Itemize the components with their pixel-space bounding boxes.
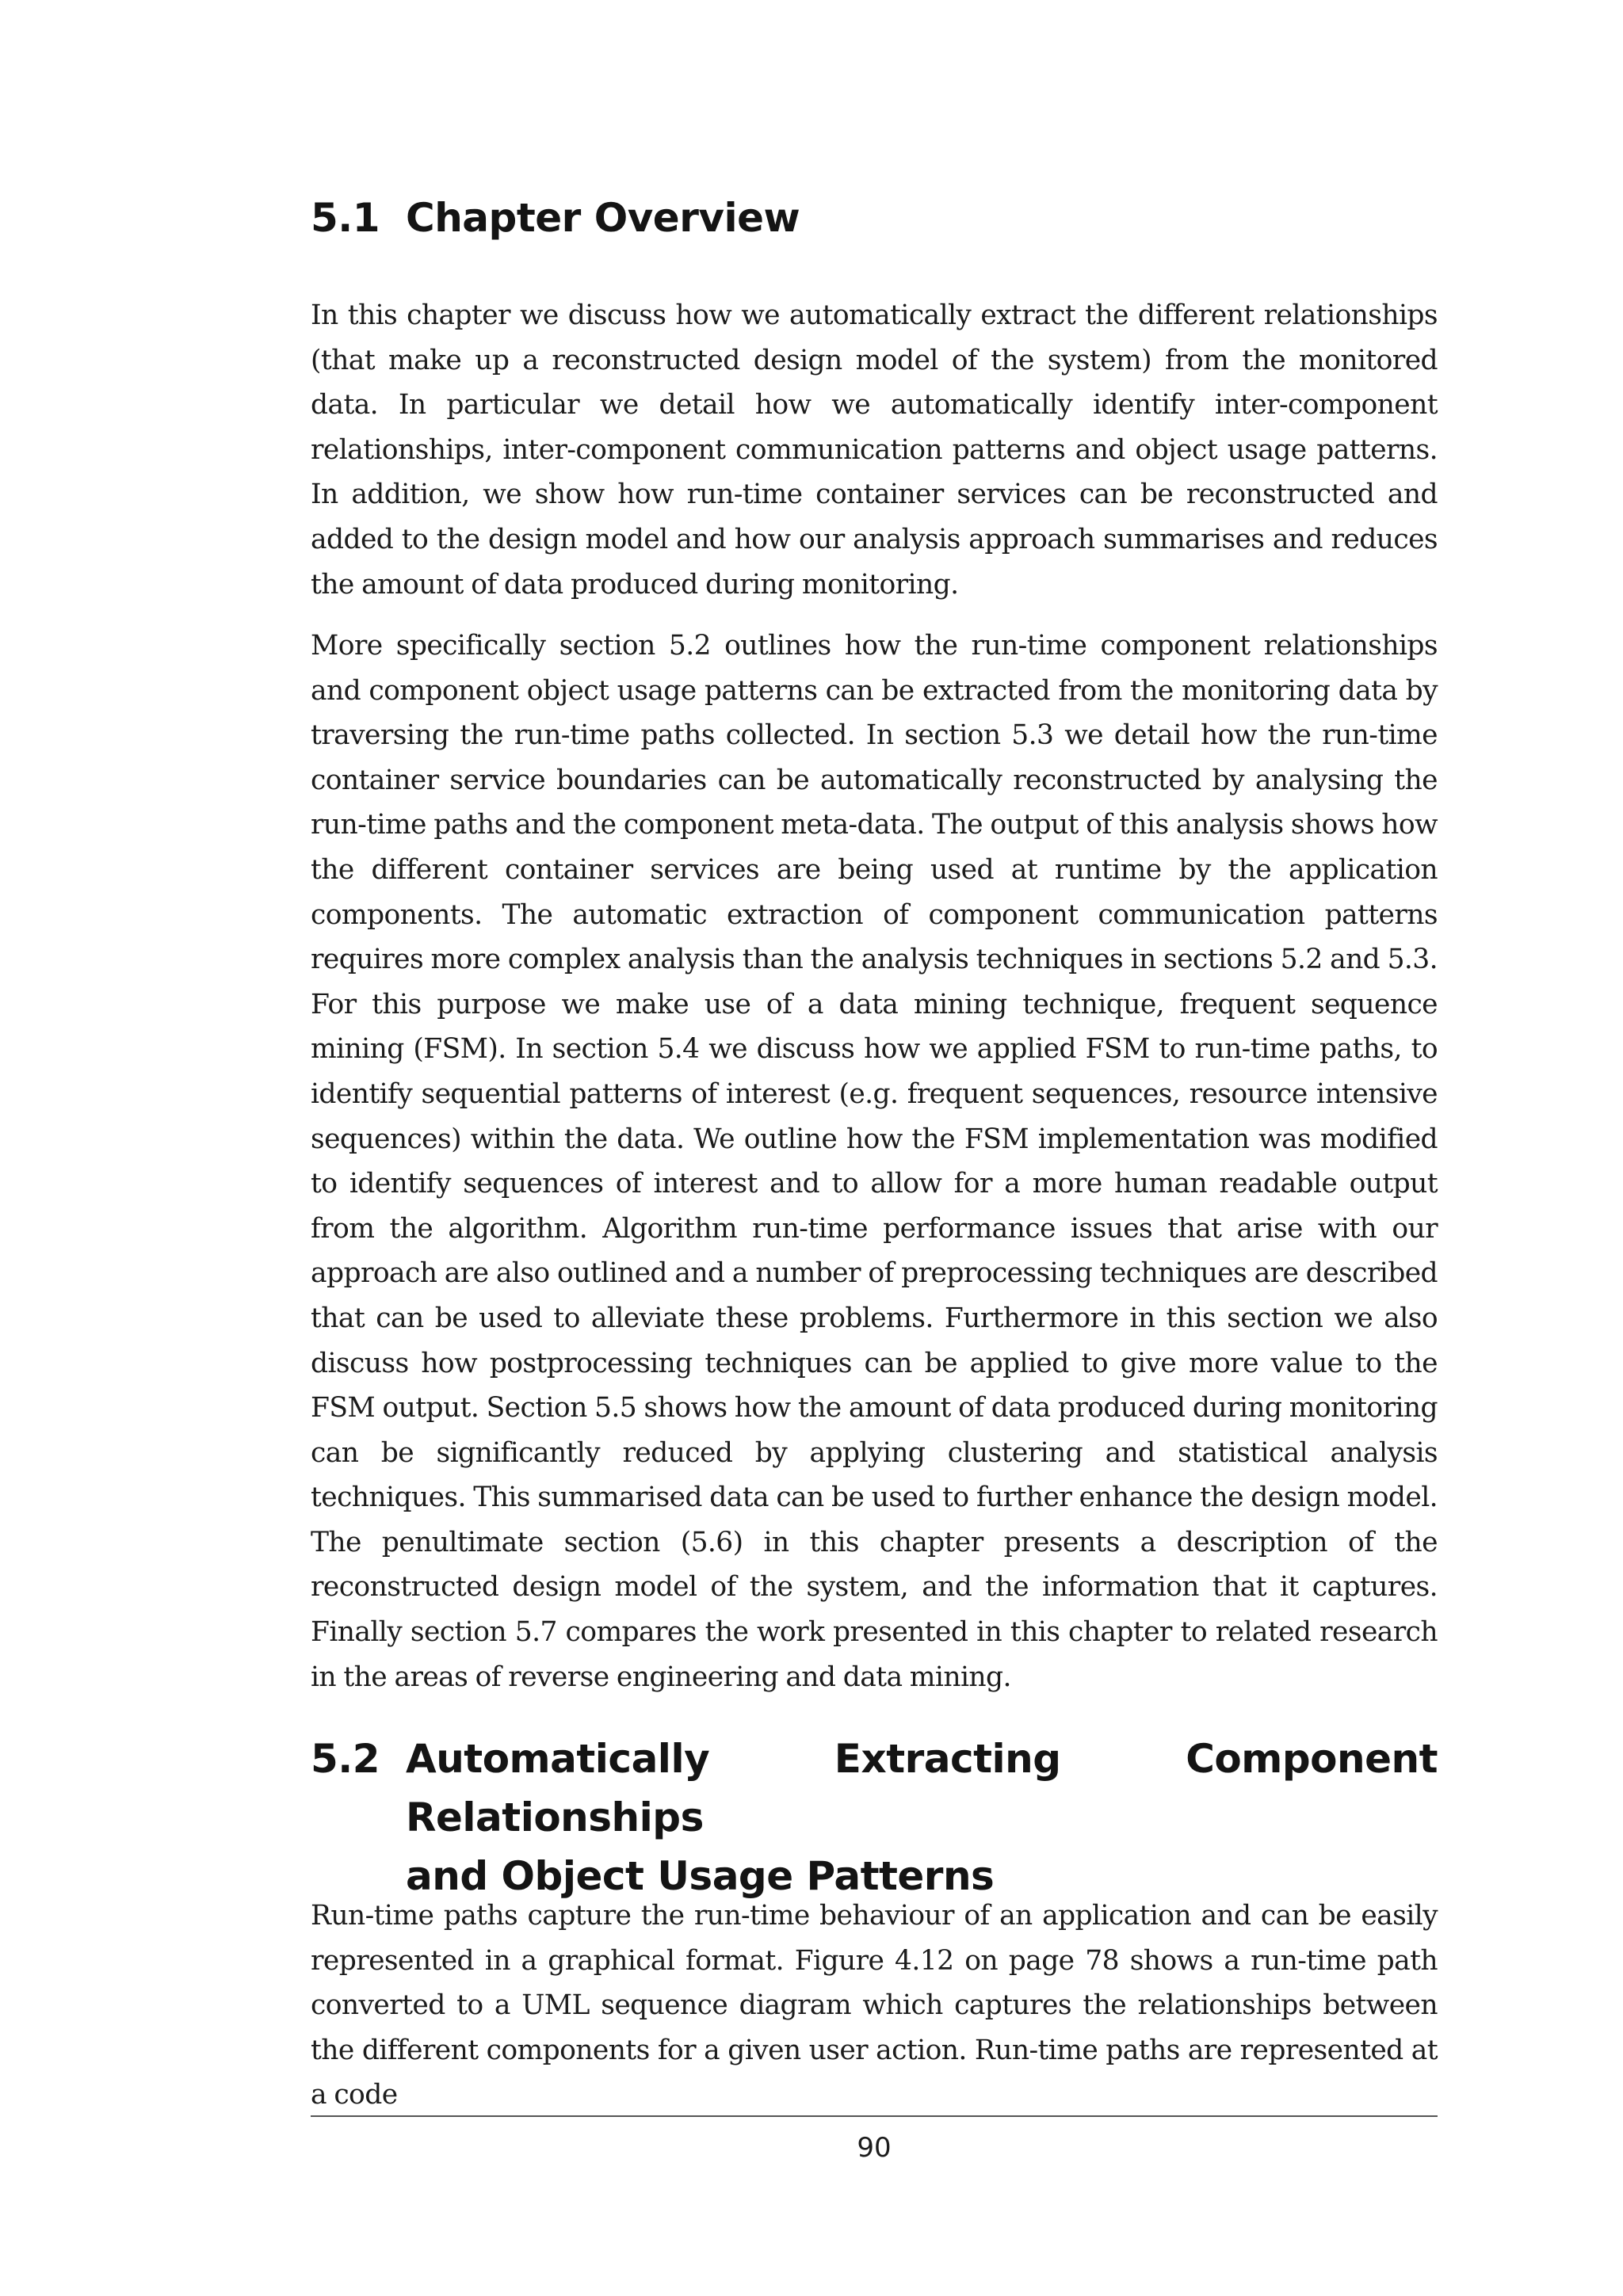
section-title-line-2: and Object Usage Patterns [406, 1853, 995, 1899]
paragraph-run-time-paths: Run-time paths capture the run-time behaviour of an application and can be easily represented in a graphical format. Figure 4.12 on page 78 shows a run-time path converted to a UML sequence diagram which captures the relationships between the different components for a given user action. Run-time paths are represented at a code [311, 1900, 1438, 2111]
section-number: 5.2 [311, 1736, 380, 1782]
page-number: 90 [857, 2132, 892, 2164]
section-heading-5-1 [311, 189, 1438, 247]
section-heading-5-2 [311, 1730, 1438, 1905]
section-number: 5.1 [311, 195, 380, 241]
document-page [311, 0, 1438, 2296]
footer-rule [311, 2115, 1438, 2117]
section-title: Chapter Overview [406, 195, 800, 241]
section-title [406, 1730, 1438, 1905]
paragraph-overview-intro: In this chapter we discuss how we automatically extract the different relationships (that make up a reconstructed design model of the system) from the monitored data. In particular we detail how we automatically identify inter-component relationships, inter-component communication patterns and object usage patterns. In addition, we show how run-time container services can be reconstructed and added to the design model and how our analysis approach summarises and reduces the amount of data produced during monitoring. [311, 299, 1438, 601]
section-title-line-1: Automatically Extracting Component Relationships [406, 1736, 1438, 1840]
paragraph-overview-details: More specifically section 5.2 outlines how the run-time component relationships and component object usage patterns can be extracted from the monitoring data by traversing the run-time paths collected. In section 5.3 we detail how the run-time container service boundaries can be automatically reconstructed by analysing the run-time paths and the component meta-data. The output of this analysis shows how the different container services are being used at runtime by the application components. The automatic extraction of component communication patterns requires more complex analysis than the analysis techniques in sections 5.2 and 5.3. For this purpose we make use of a data mining technique, frequent sequence mining (FSM). In section 5.4 we discuss how we applied FSM to run-time paths, to identify sequential patterns of interest (e.g. frequent sequences, resource intensive sequences) within the data. We outline how the FSM implementation was modified to identify sequences of interest and to allow for a more human readable output from the algorithm. Algorithm run-time performance issues that arise with our approach are also outlined and a number of preprocessing techniques are described that can be used to alleviate these problems. Furthermore in this section we also discuss how postprocessing techniques can be applied to give more value to the FSM output. Section 5.5 shows how the amount of data produced during monitoring can be significantly reduced by applying clustering and statistical analysis techniques. This summarised data can be used to further enhance the design model. The penultimate section (5.6) in this chapter presents a description of the reconstructed design model of the system, and the information that it captures. Finally section 5.7 compares the work presented in this chapter to related research in the areas of reverse engineering and data mining. [311, 630, 1438, 1693]
